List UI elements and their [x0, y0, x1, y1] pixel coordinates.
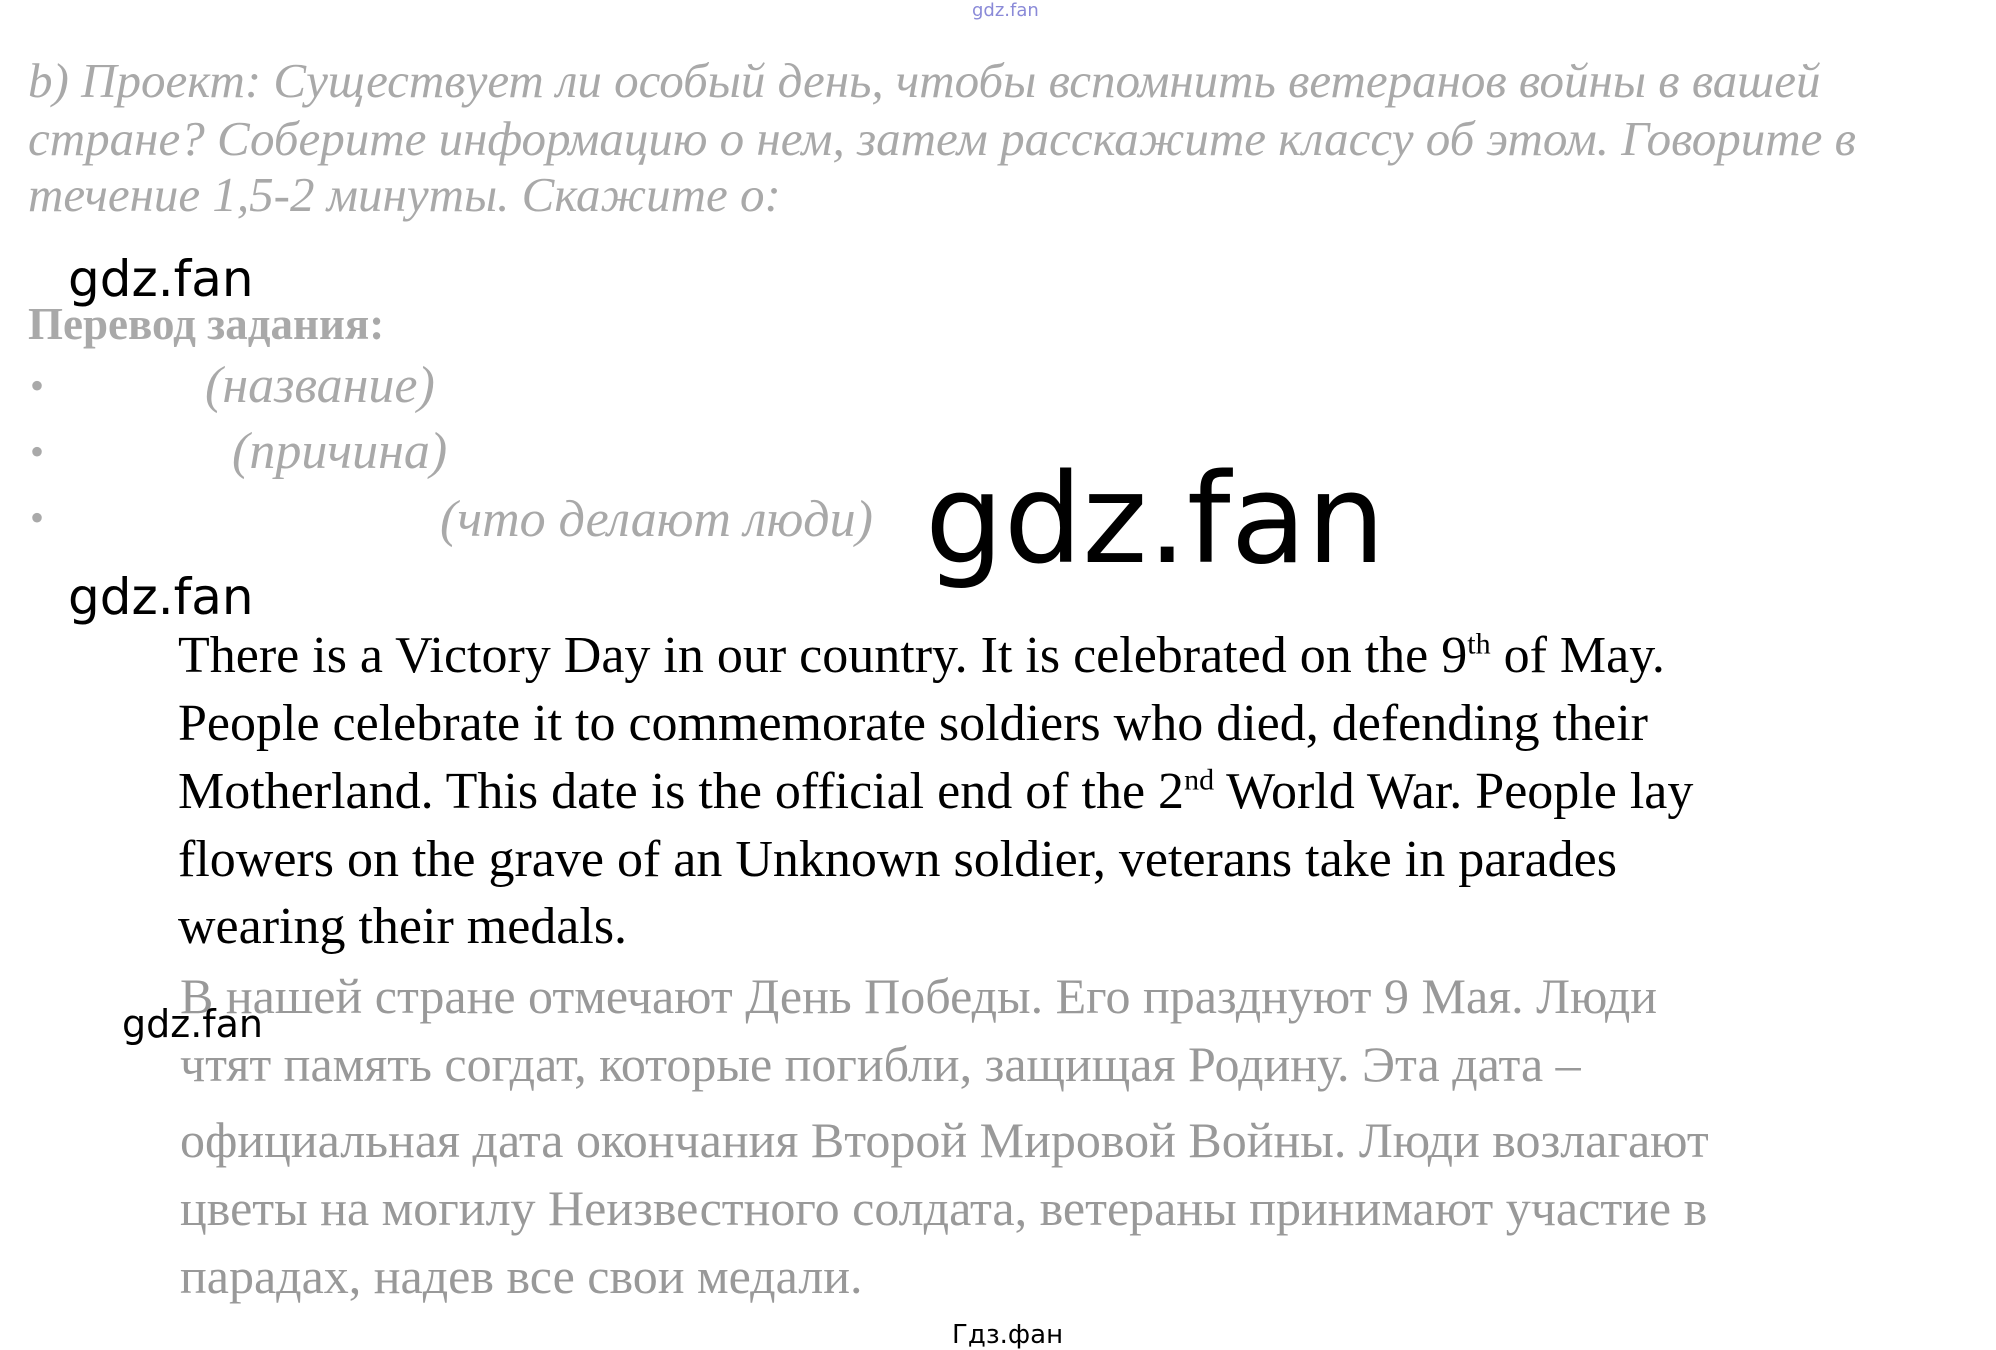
answer-line-5: wearing their medals. — [178, 898, 628, 955]
watermark-main: gdz.fan — [925, 448, 1386, 592]
translation-line-1: В нашей стране отмечают День Победы. Его празднуют 9 Мая. Люди — [180, 968, 1658, 1024]
watermark-small-2: gdz.fan — [68, 568, 254, 626]
watermark-bottom: Гдз.фан — [952, 1320, 1064, 1350]
task-line-3: течение 1,5-2 минуты. Скажите о: — [28, 167, 781, 222]
watermark-small-3: gdz.fan — [122, 1002, 264, 1046]
bullet-marker-1: • — [30, 363, 45, 408]
bullet-marker-2: • — [30, 429, 45, 474]
answer-line-2: People celebrate it to commemorate soldiers who died, defending their — [178, 695, 1648, 752]
translation-heading: Перевод задания: — [28, 299, 385, 349]
task-line-1: b) Проект: Существует ли особый день, чтобы вспомнить ветеранов войны в вашей — [28, 53, 1821, 108]
answer-line-1: There is a Victory Day in our country. It is celebrated on the 9th of May. — [178, 627, 1665, 684]
watermark-small-1: gdz.fan — [68, 250, 254, 308]
answer-line-4: flowers on the grave of an Unknown soldier, veterans take in parades — [178, 831, 1617, 888]
answer-line-3: Motherland. This date is the official end of the 2nd World War. People lay — [178, 763, 1694, 820]
task-line-2: стране? Соберите информацию о нем, затем расскажите классу об этом. Говорите в — [28, 111, 1856, 166]
bullet-text-actions: (что делают люди) — [440, 491, 873, 548]
translation-line-3: официальная дата окончания Второй Мировой Войны. Люди возлагают — [180, 1112, 1709, 1168]
bullet-marker-3: • — [30, 495, 45, 540]
watermark-top: gdz.fan — [972, 0, 1039, 21]
translation-line-2: чтят память согдат, которые погибли, защищая Родину. Эта дата – — [180, 1036, 1581, 1092]
translation-line-5: парадах, надев все свои медали. — [180, 1248, 863, 1304]
bullet-text-reason: (причина) — [232, 423, 448, 480]
translation-line-4: цветы на могилу Неизвестного солдата, ветераны принимают участие в — [180, 1180, 1708, 1236]
bullet-text-name: (название) — [205, 357, 435, 414]
